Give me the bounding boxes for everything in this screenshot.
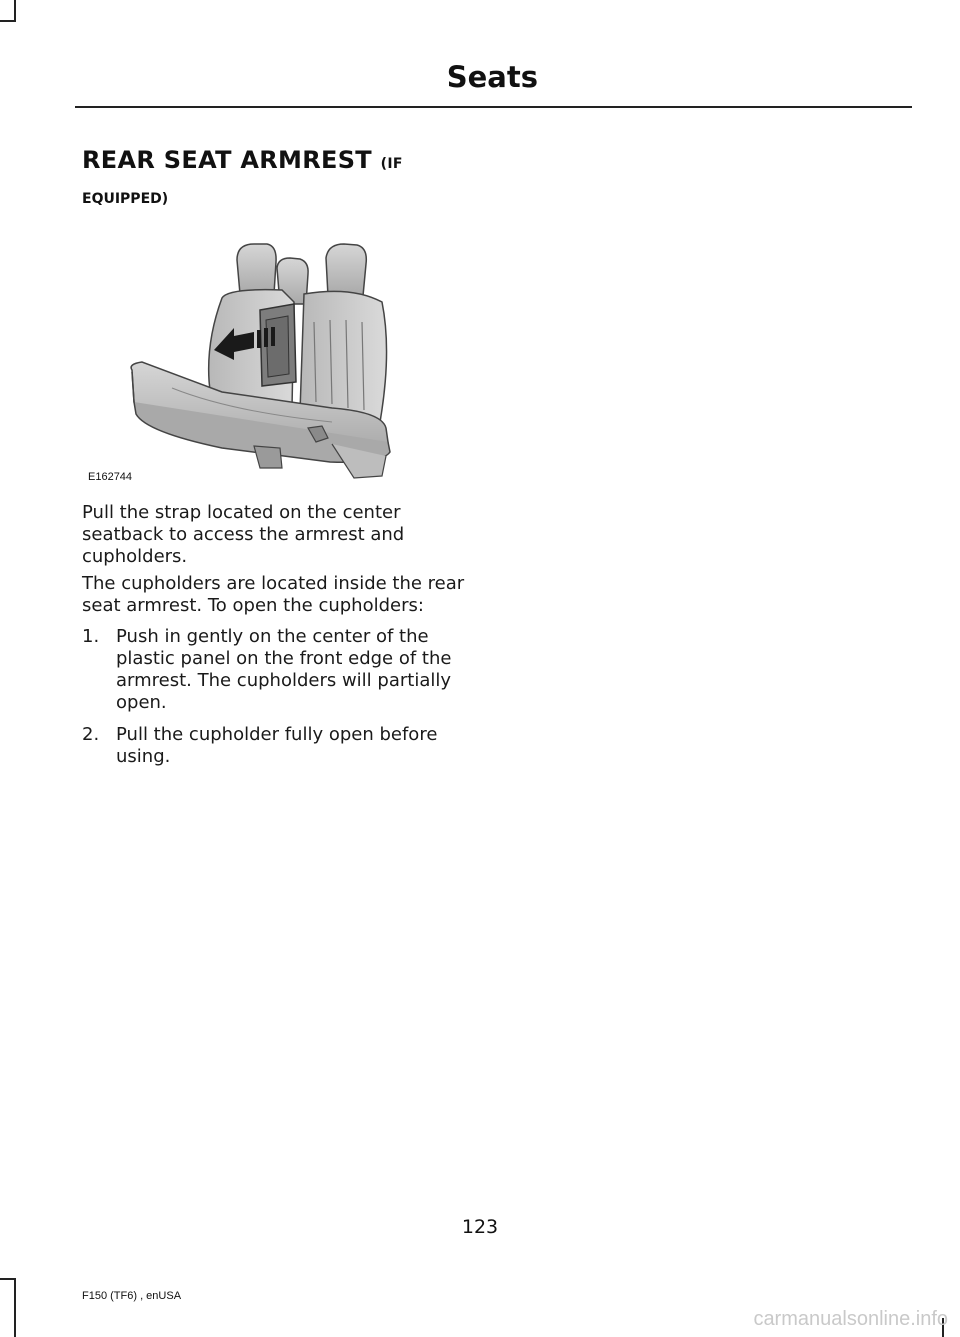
crop-mark bbox=[0, 20, 16, 22]
crop-mark bbox=[14, 0, 16, 22]
section-heading-main: REAR SEAT ARMREST bbox=[82, 146, 372, 174]
steps-list bbox=[82, 626, 482, 778]
crop-mark bbox=[0, 1278, 16, 1280]
step-text: Push in gently on the center of the plastic panel on the front edge of the armrest. The cupholders will partially open. bbox=[116, 626, 452, 713]
page-header-title: Seats bbox=[446, 60, 538, 94]
list-item bbox=[82, 626, 482, 714]
crop-mark bbox=[14, 1278, 16, 1337]
section-heading-suffix: (IF bbox=[380, 156, 403, 172]
section-heading-line2: EQUIPPED) bbox=[82, 191, 169, 207]
watermark: carmanualsonline.info bbox=[753, 1308, 948, 1330]
seatback-right bbox=[300, 291, 387, 422]
page-number: 123 bbox=[461, 1216, 499, 1238]
step-text: Pull the cupholder fully open before using. bbox=[116, 724, 438, 767]
headrest-left bbox=[237, 244, 276, 294]
step-number: 2. bbox=[82, 724, 100, 745]
footer-doc-id: F150 (TF6) , enUSA bbox=[82, 1290, 182, 1302]
list-item bbox=[82, 724, 482, 768]
paragraph-strap: Pull the strap located on the center seatback to access the armrest and cupholders. bbox=[82, 502, 405, 567]
section-heading bbox=[82, 146, 403, 174]
header-rule bbox=[75, 106, 912, 108]
rear-seat-armrest-illustration bbox=[82, 232, 402, 487]
headrest-right bbox=[326, 244, 366, 296]
paragraph-cupholders: The cupholders are located inside the rear seat armrest. To open the cupholders: bbox=[82, 573, 465, 616]
step-number: 1. bbox=[82, 626, 100, 647]
figure-code: E162744 bbox=[88, 471, 133, 483]
